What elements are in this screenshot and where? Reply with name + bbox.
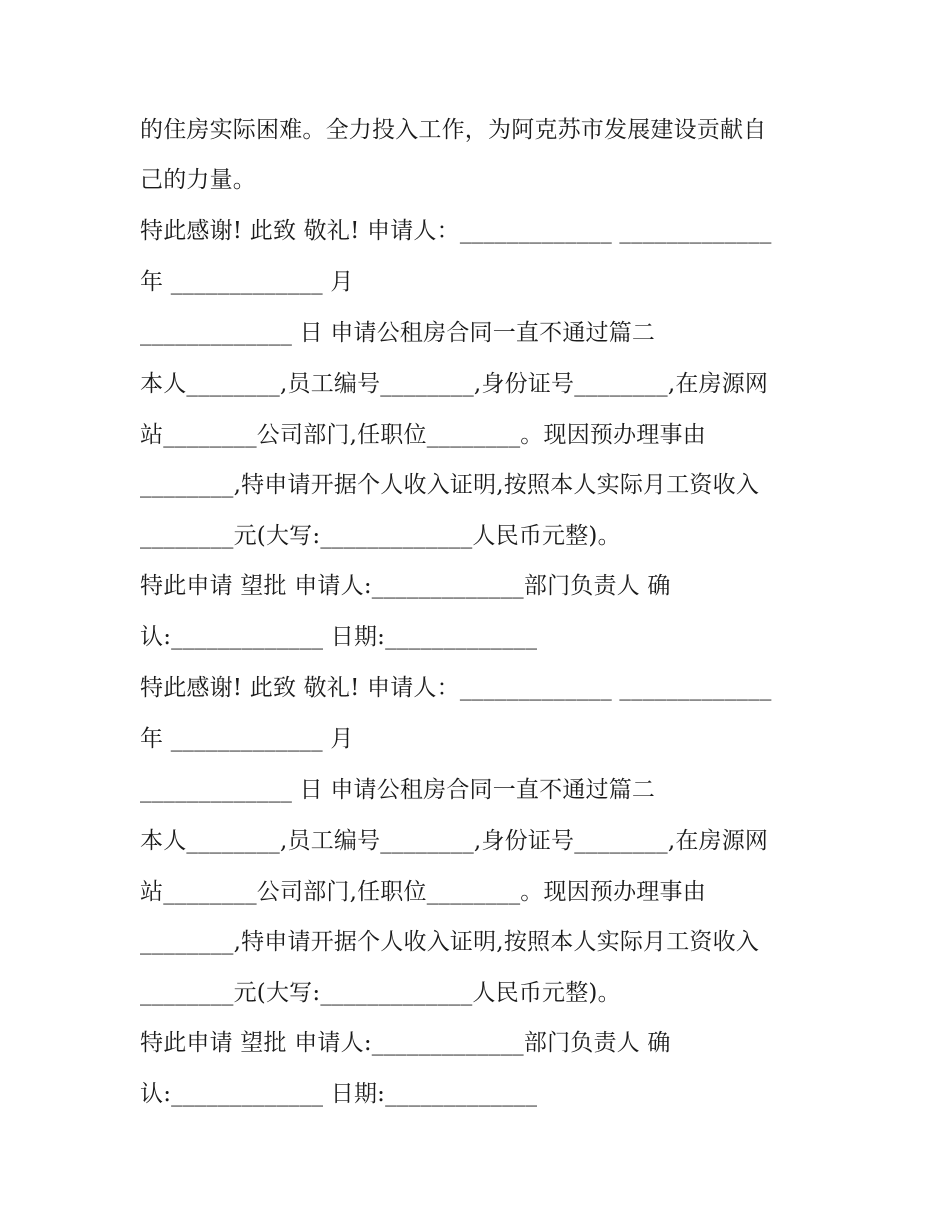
text-line: _____________ 日 申请公租房合同一直不通过篇二	[140, 777, 656, 803]
text-line: 特此感谢! 此致 敬礼! 申请人：_____________ _____________	[140, 218, 772, 244]
text-line: 本人________,员工编号________,身份证号________,在房源网	[140, 371, 769, 397]
text-line: 己的力量。	[140, 167, 256, 193]
text-line: 站________公司部门,任职位________。现因预办理事由	[140, 422, 706, 448]
text-line: 的住房实际困难。全力投入工作，为阿克苏市发展建设贡献自	[140, 117, 767, 143]
text-line: ________,特申请开据个人收入证明,按照本人实际月工资收入	[140, 929, 760, 955]
text-line: 年 _____________ 月	[140, 726, 354, 752]
text-line: 本人________,员工编号________,身份证号________,在房源网	[140, 828, 769, 854]
text-line: 站________公司部门,任职位________。现因预办理事由	[140, 879, 706, 905]
text-line: 特此申请 望批 申请人:_____________部门负责人 确	[140, 1030, 671, 1056]
text-line: 特此申请 望批 申请人:_____________部门负责人 确	[140, 573, 671, 599]
text-line: ________元(大写:_____________人民币元整)。	[140, 523, 621, 549]
text-line: _____________ 日 申请公租房合同一直不通过篇二	[140, 320, 656, 346]
text-line: 认:_____________ 日期:_____________	[140, 624, 538, 650]
text-line: 认:_____________ 日期:_____________	[140, 1081, 538, 1107]
text-line: 特此感谢! 此致 敬礼! 申请人：_____________ _____________	[140, 675, 772, 701]
text-line: ________元(大写:_____________人民币元整)。	[140, 980, 621, 1006]
text-line: 年 _____________ 月	[140, 269, 354, 295]
text-line: ________,特申请开据个人收入证明,按照本人实际月工资收入	[140, 472, 760, 498]
